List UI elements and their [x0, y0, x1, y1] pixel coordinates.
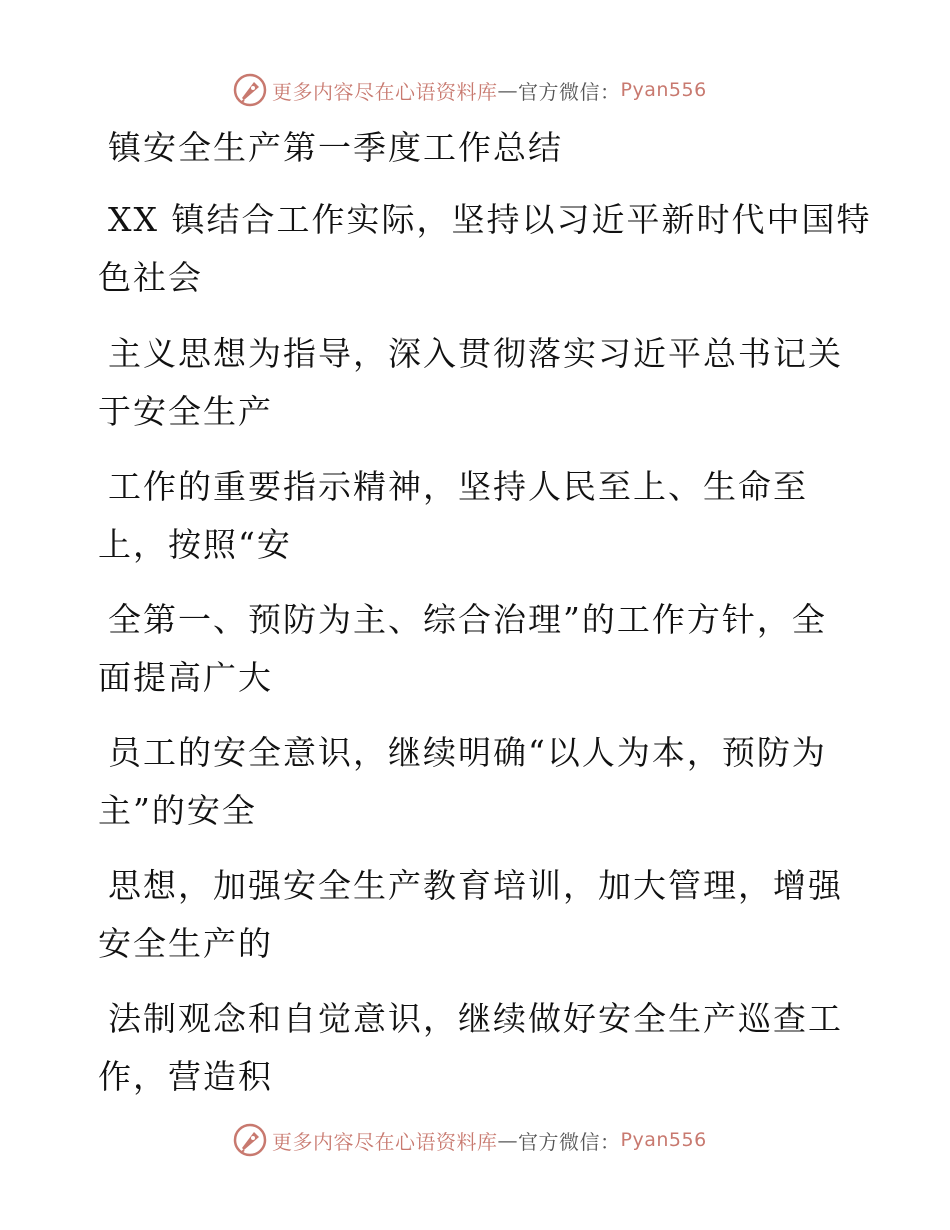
watermark-wechat-label: 官方微信： — [518, 1129, 621, 1154]
footer-watermark — [232, 1120, 707, 1160]
paragraph-line: 全第一、预防为主、综合治理”的工作方针，全 — [108, 600, 827, 639]
watermark-wechat-id: Pyan556 — [620, 1129, 707, 1151]
watermark-site-text: 更多内容尽在心语资料库 — [272, 79, 498, 104]
paragraph-line: 作，营造积 — [98, 1057, 273, 1096]
watermark-wechat-label: 官方微信： — [518, 79, 621, 104]
pen-nib-logo-icon — [232, 72, 268, 108]
paragraph-line: XX 镇结合工作实际，坚持以习近平新时代中国特 — [108, 200, 872, 239]
paragraph-line: 工作的重要指示精神，坚持人民至上、生命至 — [108, 467, 808, 506]
paragraph-line: 主”的安全 — [98, 791, 257, 830]
paragraph-line: 主义思想为指导，深入贯彻落实习近平总书记关 — [108, 334, 843, 373]
watermark-wechat-id: Pyan556 — [620, 79, 707, 101]
watermark-site-text: 更多内容尽在心语资料库 — [272, 1129, 498, 1154]
paragraph-line: 员工的安全意识，继续明确“以人为本，预防为 — [108, 733, 827, 772]
paragraph-line: 法制观念和自觉意识，继续做好安全生产巡查工 — [108, 999, 843, 1038]
pen-nib-logo-icon — [232, 1122, 268, 1158]
paragraph-line: 面提高广大 — [98, 658, 273, 697]
watermark-separator: — — [497, 78, 518, 102]
document-title: 镇安全生产第一季度工作总结 — [108, 128, 563, 167]
paragraph-line: 上，按照“安 — [98, 525, 292, 564]
paragraph-line: 安全生产的 — [98, 924, 273, 963]
paragraph-line: 思想，加强安全生产教育培训，加大管理，增强 — [108, 866, 843, 905]
paragraph-line: 于安全生产 — [98, 392, 273, 431]
header-watermark — [232, 70, 707, 110]
watermark-separator: — — [497, 1128, 518, 1152]
paragraph-line: 色社会 — [98, 258, 203, 297]
